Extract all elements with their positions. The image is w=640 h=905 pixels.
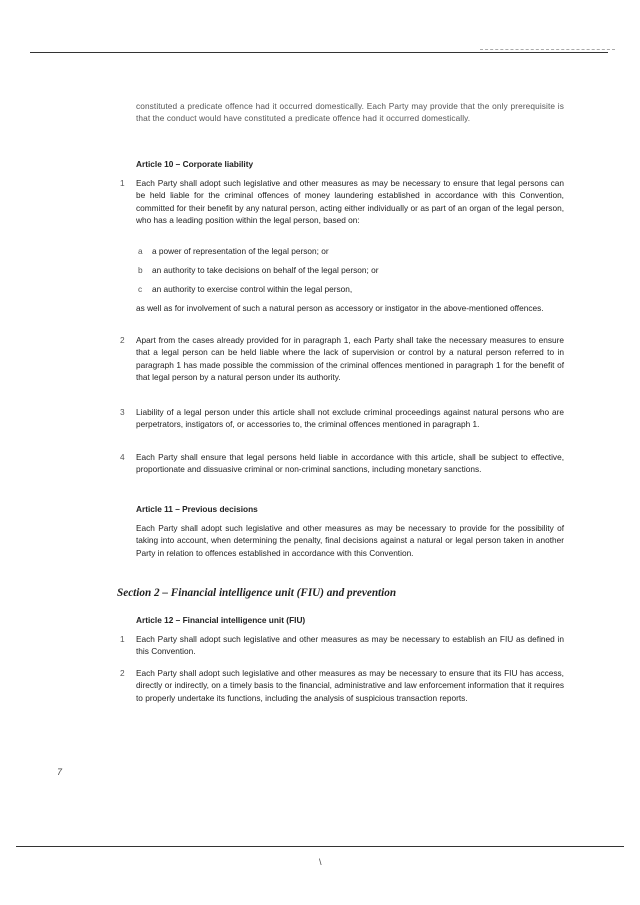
article-12-p2: Each Party shall adopt such legislative and other measures as may be necessary to ensure that its FIU has access, directly or indirectly, on a timely basis to the financial, administrative and law enforcement information that it requires to properly undertake its functions, including the analysis of suspicious transaction reports. <box>136 668 564 703</box>
article-10-item-c: an authority to exercise control within the legal person, <box>152 284 353 294</box>
article-10-p1-number: 1 <box>120 178 125 188</box>
article-10-p1-tail: as well as for involvement of such a natural person as accessory or instigator in the above-mentioned offences. <box>136 303 544 313</box>
bottom-rule <box>16 846 624 847</box>
top-faint-rule <box>480 49 615 50</box>
article-12-p1: Each Party shall adopt such legislative and other measures as may be necessary to establish an FIU as defined in this Convention. <box>136 634 564 657</box>
article-10-p3: Liability of a legal person under this article shall not exclude criminal proceedings against natural persons who are perpetrators, instigators of, or accessories to, the criminal offences mentioned in paragraph 1. <box>136 407 564 430</box>
continued-paragraph: constituted a predicate offence had it occurred domestically. Each Party may provide that the only prerequisite is that the conduct would have constituted a predicate offence had it occurred domestically. <box>136 101 564 124</box>
article-12-p1-number: 1 <box>120 634 125 644</box>
article-10-item-a-marker: a <box>138 246 143 256</box>
article-11-p1: Each Party shall adopt such legislative and other measures as may be necessary to provide for the possibility of taking into account, when determining the penalty, final decisions against a natural or legal person taken in another Party in relation to offences established in accordance with this Convention. <box>136 523 564 558</box>
section-2-title: Section 2 – Financial intelligence unit (FIU) and prevention <box>117 587 397 599</box>
article-10-p3-number: 3 <box>120 407 125 417</box>
article-10-p4-number: 4 <box>120 452 125 462</box>
article-12-heading: Article 12 – Financial intelligence unit (FIU) <box>136 615 306 625</box>
page-number: 7 <box>57 767 63 777</box>
article-10-p4: Each Party shall ensure that legal persons held liable in accordance with this article, shall be subject to effective, proportionate and dissuasive criminal or non-criminal sanctions, including monetary sanctions. <box>136 452 564 475</box>
article-10-item-b: an authority to take decisions on behalf of the legal person; or <box>152 265 379 275</box>
bottom-mark: \ <box>319 857 322 867</box>
article-10-p2-number: 2 <box>120 335 125 345</box>
article-10-p1: Each Party shall adopt such legislative and other measures as may be necessary to ensure that legal persons can be held liable for the criminal offences of money laundering established in accordance with this Convention, committed for their benefit by any natural person, acting either individually or as part of an organ of the legal person, who has a leading position within the legal person, based on: <box>136 178 564 225</box>
article-11-heading: Article 11 – Previous decisions <box>136 504 258 514</box>
article-10-p2: Apart from the cases already provided for in paragraph 1, each Party shall take the necessary measures to ensure that a legal person can be held liable where the lack of supervision or control by a natural person referred to in paragraph 1 has made possible the commission of the criminal offences mentioned in paragraph 1 for the benefit of that legal person by a natural person under its authority. <box>136 335 564 382</box>
top-rule <box>30 52 608 53</box>
article-10-item-b-marker: b <box>138 265 143 275</box>
article-10-item-c-marker: c <box>138 284 143 294</box>
article-12-p2-number: 2 <box>120 668 125 678</box>
article-10-heading: Article 10 – Corporate liability <box>136 159 254 169</box>
article-10-item-a: a power of representation of the legal person; or <box>152 246 329 256</box>
